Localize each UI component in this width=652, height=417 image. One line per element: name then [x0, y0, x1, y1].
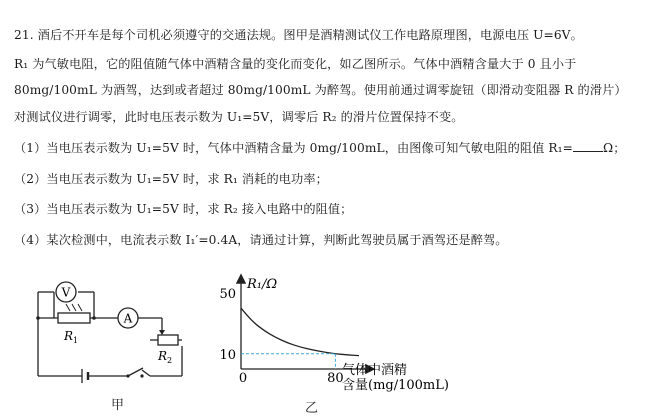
sub-question-4: （4）某次检测中，电流表示数 I₁′=0.4A，请通过计算，判断此驾驶员属于酒驾还是醉驾。	[14, 233, 508, 247]
junction-dot	[92, 316, 96, 320]
gas-sensor-arrows-icon	[66, 304, 82, 311]
resistance-curve	[241, 308, 359, 355]
r1-label: R	[64, 329, 74, 343]
question-paragraph-line-1	[14, 27, 583, 43]
r2-label: R	[158, 349, 168, 363]
sub-question-2: （2）当电压表示数为 U₁=5V 时，求 R₁ 消耗的电功率；	[14, 172, 328, 186]
x-axis-label-line-2: 含量(mg/100mL)	[342, 378, 449, 392]
y-tick-label: 50	[219, 287, 236, 302]
sub-question-1	[14, 140, 625, 156]
sub-question-1-unit: Ω；	[602, 141, 626, 155]
r2-subscript: 2	[167, 356, 173, 365]
question-number: 21.	[14, 28, 34, 42]
graph-caption: 乙	[305, 401, 319, 416]
circuit-diagram	[30, 278, 205, 388]
ammeter-label: A	[123, 311, 133, 326]
r1-resistor	[58, 313, 90, 323]
question-paragraph-line-3: 80mg/100mL 为酒驾，达到或者超过 80mg/100mL 为醉驾。使用前通过调零旋钮（即滑动变阻器 R 的滑片）	[14, 83, 627, 97]
sub-question-3: （3）当电压表示数为 U₁=5V 时，求 R₂ 接入电路中的阻值；	[14, 202, 353, 216]
y-axis-label: R₁/Ω	[247, 277, 278, 292]
voltmeter-label: V	[61, 285, 71, 300]
x-tick-label: 0	[238, 371, 248, 386]
circuit-caption: 甲	[111, 398, 125, 413]
r1-subscript: 1	[73, 336, 79, 345]
switch-blade	[128, 368, 143, 376]
sub-question-1-text: （1）当电压表示数为 U₁=5V 时，气体中酒精含量为 0mg/100mL，由图像可知气敏电阻的阻值 R₁=	[14, 141, 573, 155]
switch-contact	[140, 374, 143, 377]
slider-arrow-icon	[159, 330, 165, 335]
question-paragraph-line-2: R₁ 为气敏电阻，它的阻值随气体中酒精含量的变化而变化，如乙图所示。气体中酒精含量大于 0 且小于	[14, 57, 577, 71]
answer-blank[interactable]	[573, 140, 603, 152]
question-text-1: 酒后不开车是每个司机必须遵守的交通法规。图甲是酒精测试仪工作电路原理图，电源电压 U=6V。	[37, 28, 583, 42]
junction-dot	[36, 316, 40, 320]
x-tick-label: 80	[327, 371, 344, 386]
question-paragraph-line-4: 对测试仪进行调零，此时电压表示数为 U₁=5V，调零后 R₂ 的滑片位置保持不变。	[14, 110, 464, 124]
resistance-graph	[210, 272, 480, 392]
r2-rheostat	[158, 335, 178, 345]
y-tick-label: 10	[219, 347, 236, 363]
x-axis-label-line-1: 气体中酒精	[342, 363, 408, 378]
